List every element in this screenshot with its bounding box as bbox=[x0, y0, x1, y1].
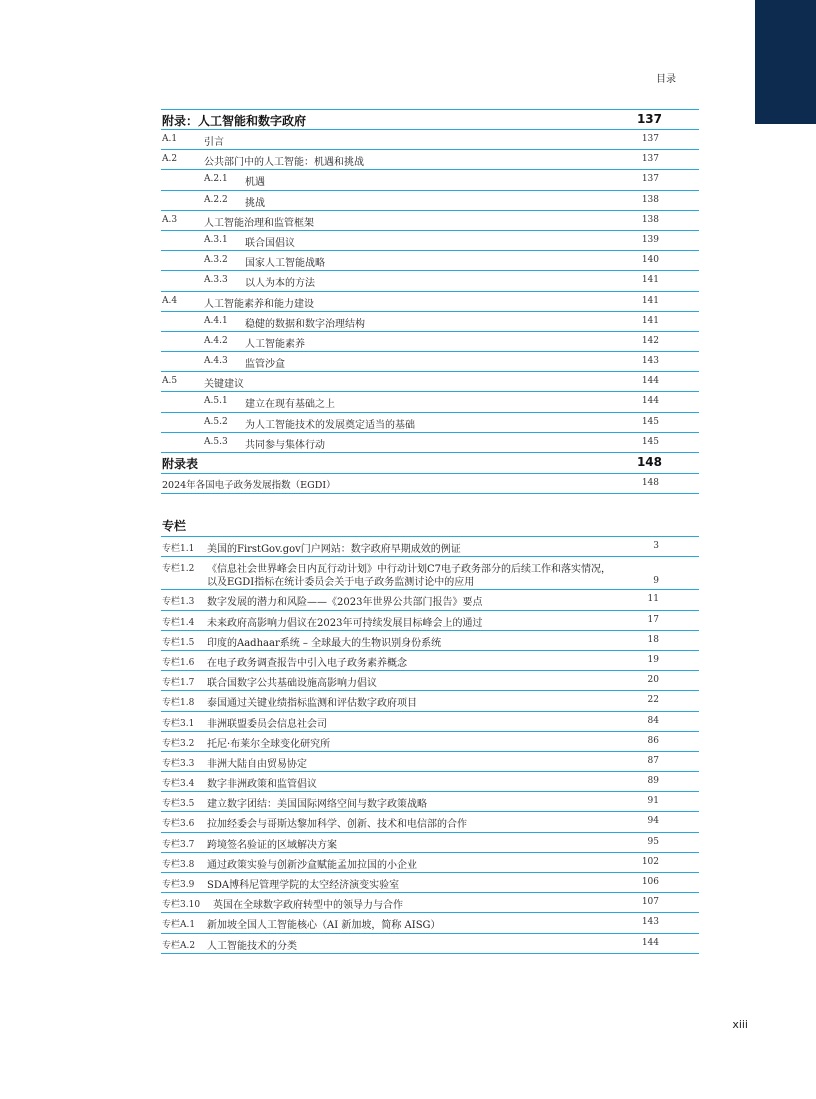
box-entry[interactable] bbox=[161, 537, 699, 557]
entry-page: 137 bbox=[641, 154, 659, 165]
box-title: 数字非洲政策和监管倡议 bbox=[207, 779, 317, 791]
box-page: 20 bbox=[647, 675, 659, 686]
box-title: 拉加经委会与哥斯达黎加科学、创新、技术和电信部的合作 bbox=[207, 819, 467, 831]
box-number: 专栏1.3 bbox=[162, 597, 195, 608]
box-number: 专栏1.7 bbox=[162, 678, 195, 689]
toc-entry[interactable] bbox=[161, 352, 699, 372]
box-entry[interactable] bbox=[161, 893, 699, 913]
box-page: 17 bbox=[647, 614, 659, 625]
entry-page: 141 bbox=[641, 275, 659, 286]
box-page: 11 bbox=[647, 594, 659, 605]
box-entry[interactable] bbox=[161, 853, 699, 873]
box-number: 专栏3.9 bbox=[162, 880, 195, 890]
spacer bbox=[161, 494, 699, 515]
entry-title: 稳健的数据和数字治理结构 bbox=[245, 318, 365, 330]
box-title: 《信息社会世界峰会日内瓦行动计划》中行动计划C7电子政务部分的后续工作和落实情况， bbox=[207, 564, 612, 576]
box-title: 非洲大陆自由贸易协定 bbox=[207, 758, 307, 770]
toc-entry[interactable] bbox=[161, 130, 699, 150]
box-number: 专栏3.1 bbox=[162, 718, 195, 729]
box-number: 专栏1.2 bbox=[162, 564, 195, 575]
box-title: 联合国数字公共基础设施高影响力倡议 bbox=[207, 678, 377, 690]
box-entry[interactable] bbox=[161, 691, 699, 711]
box-number: 专栏A.2 bbox=[162, 940, 196, 951]
toc-entry[interactable] bbox=[161, 231, 699, 251]
box-title: 通过政策实验与创新沙盒赋能孟加拉国的小企业 bbox=[207, 859, 417, 871]
box-title: 人工智能技术的分类 bbox=[207, 940, 297, 952]
entry-page: 141 bbox=[641, 295, 659, 306]
entry-number: A.3.1 bbox=[204, 234, 228, 245]
entry-title: 挑战 bbox=[245, 197, 265, 209]
toc-section-annex-tables[interactable] bbox=[161, 453, 699, 474]
box-number: 专栏1.6 bbox=[162, 657, 195, 668]
entry-title: 监管沙盒 bbox=[245, 359, 285, 371]
toc-entry[interactable] bbox=[161, 332, 699, 352]
box-page: 86 bbox=[647, 735, 659, 746]
entry-number: A.4.1 bbox=[204, 315, 228, 326]
entry-title: 人工智能素养 bbox=[245, 338, 305, 350]
box-entry[interactable] bbox=[161, 631, 699, 651]
box-entry[interactable] bbox=[161, 833, 699, 853]
entry-number: A.3 bbox=[162, 214, 178, 225]
entry-title: 为人工智能技术的发展奠定适当的基础 bbox=[245, 419, 415, 431]
box-page: 19 bbox=[647, 654, 659, 665]
entry-title: 引言 bbox=[204, 137, 224, 148]
box-title: 跨境签名验证的区域解决方案 bbox=[207, 839, 337, 851]
toc-entry[interactable] bbox=[161, 433, 699, 453]
toc-entry[interactable] bbox=[161, 170, 699, 190]
box-title: 美国的FirstGov.gov门户网站：数字政府早期成效的例证 bbox=[207, 544, 461, 556]
entry-page: 144 bbox=[641, 376, 659, 387]
toc-entry[interactable] bbox=[161, 150, 699, 170]
box-entry[interactable] bbox=[161, 590, 699, 610]
box-entry[interactable] bbox=[161, 772, 699, 792]
box-page: 94 bbox=[647, 816, 659, 827]
box-entry[interactable] bbox=[161, 651, 699, 671]
box-title-continued: 以及EGDI指标在统计委员会关于电子政务监测讨论中的应用 bbox=[207, 577, 475, 589]
entry-page: 138 bbox=[641, 194, 659, 205]
entry-page: 145 bbox=[641, 436, 659, 447]
running-header: 目录 bbox=[656, 74, 676, 85]
box-entry[interactable] bbox=[161, 752, 699, 772]
entry-number: A.5.3 bbox=[204, 436, 228, 447]
section-page: 137 bbox=[636, 112, 662, 126]
box-page: 102 bbox=[641, 856, 659, 867]
entry-title: 以人为本的方法 bbox=[245, 278, 315, 290]
toc-entry[interactable] bbox=[161, 312, 699, 332]
box-number: 专栏3.10 bbox=[162, 900, 201, 911]
box-page: 22 bbox=[647, 695, 659, 706]
entry-page: 148 bbox=[641, 478, 659, 488]
box-number: 专栏1.8 bbox=[162, 698, 195, 709]
entry-number: A.5.2 bbox=[204, 416, 228, 427]
entry-title: 人工智能治理和监管框架 bbox=[204, 217, 314, 229]
box-entry[interactable] bbox=[161, 873, 699, 893]
entry-page: 140 bbox=[641, 255, 659, 266]
toc-entry[interactable] bbox=[161, 251, 699, 271]
box-page: 144 bbox=[641, 937, 659, 948]
toc-entry[interactable] bbox=[161, 392, 699, 412]
box-number: 专栏3.3 bbox=[162, 758, 195, 769]
box-number: 专栏1.5 bbox=[162, 637, 195, 648]
box-page: 84 bbox=[647, 715, 659, 726]
entry-number: A.4 bbox=[162, 295, 178, 306]
box-title: 数字发展的潜力和风险——《2023年世界公共部门报告》要点 bbox=[207, 597, 483, 609]
entry-title: 共同参与集体行动 bbox=[245, 439, 325, 451]
table-of-contents bbox=[161, 109, 699, 954]
toc-section-boxes bbox=[161, 515, 699, 537]
box-number: 专栏3.4 bbox=[162, 779, 195, 790]
toc-entry[interactable] bbox=[161, 271, 699, 291]
entry-page: 139 bbox=[641, 234, 659, 245]
page-number: xiii bbox=[732, 1018, 748, 1031]
toc-entry[interactable] bbox=[161, 191, 699, 211]
toc-section-annex[interactable] bbox=[161, 109, 699, 130]
section-title: 专栏 bbox=[162, 519, 187, 534]
box-number: 专栏3.2 bbox=[162, 738, 195, 749]
box-title: 未来政府高影响力倡议在2023年可持续发展目标峰会上的通过 bbox=[207, 617, 483, 629]
entry-title: 2024年各国电子政务发展指数（EGDI） bbox=[162, 480, 336, 491]
box-number: 专栏3.7 bbox=[162, 839, 195, 850]
corner-tab bbox=[755, 0, 816, 124]
box-page: 107 bbox=[641, 897, 659, 908]
box-page: 87 bbox=[647, 755, 659, 766]
box-entry[interactable] bbox=[161, 792, 699, 812]
toc-entry[interactable] bbox=[161, 211, 699, 231]
box-entry[interactable] bbox=[161, 913, 699, 933]
box-page: 89 bbox=[647, 776, 659, 787]
box-title: 英国在全球数字政府转型中的领导力与合作 bbox=[213, 900, 403, 912]
box-page: 106 bbox=[641, 877, 659, 887]
box-title: 印度的Aadhaar系统 – 全球最大的生物识别身份系统 bbox=[207, 637, 442, 649]
box-entry[interactable] bbox=[161, 712, 699, 732]
box-title: 建立数字团结：美国国际网络空间与数字政策战略 bbox=[207, 799, 427, 811]
entry-page: 141 bbox=[641, 315, 659, 326]
box-title: SDA博科尼管理学院的太空经济演变实验室 bbox=[207, 880, 400, 891]
box-page: 18 bbox=[647, 634, 659, 645]
entry-number: A.2.2 bbox=[204, 194, 228, 205]
box-title: 泰国通过关键业绩指标监测和评估数字政府项目 bbox=[207, 698, 417, 710]
entry-number: A.3.2 bbox=[204, 255, 228, 266]
box-page: 95 bbox=[647, 836, 659, 847]
entry-title: 人工智能素养和能力建设 bbox=[204, 298, 314, 310]
box-entry[interactable] bbox=[161, 557, 699, 590]
box-entry[interactable] bbox=[161, 671, 699, 691]
entry-page: 137 bbox=[641, 174, 659, 185]
box-number: 专栏3.8 bbox=[162, 859, 195, 870]
entry-page: 143 bbox=[641, 356, 659, 367]
entry-number: A.5 bbox=[162, 376, 178, 387]
box-number: 专栏1.1 bbox=[162, 544, 195, 555]
entry-page: 144 bbox=[641, 396, 659, 407]
box-entry[interactable] bbox=[161, 732, 699, 752]
entry-number: A.2 bbox=[162, 154, 178, 165]
box-page: 143 bbox=[641, 917, 659, 928]
toc-entry[interactable] bbox=[161, 372, 699, 392]
entry-title: 建立在现有基础之上 bbox=[245, 399, 335, 411]
box-title: 托尼·布莱尔全球变化研究所 bbox=[207, 738, 331, 750]
entry-title: 关键建议 bbox=[204, 379, 244, 391]
box-number: 专栏A.1 bbox=[162, 920, 196, 931]
entry-title: 联合国倡议 bbox=[245, 237, 295, 249]
box-entry[interactable] bbox=[161, 611, 699, 631]
section-title: 附录：人工智能和数字政府 bbox=[162, 114, 307, 128]
box-page: 3 bbox=[653, 541, 659, 552]
entry-page: 145 bbox=[641, 416, 659, 427]
entry-page: 137 bbox=[641, 134, 659, 144]
entry-title: 公共部门中的人工智能：机遇和挑战 bbox=[204, 157, 364, 169]
entry-page: 138 bbox=[641, 214, 659, 225]
entry-number: A.5.1 bbox=[204, 396, 228, 407]
box-title: 新加坡全国人工智能核心（AI 新加坡，简称 AISG） bbox=[207, 920, 441, 932]
toc-entry[interactable] bbox=[161, 292, 699, 312]
box-number: 专栏3.5 bbox=[162, 799, 195, 810]
entry-title: 机遇 bbox=[245, 177, 265, 189]
entry-page: 142 bbox=[641, 335, 659, 346]
entry-number: A.1 bbox=[162, 134, 178, 144]
box-number: 专栏3.6 bbox=[162, 819, 195, 830]
entry-title: 国家人工智能战略 bbox=[245, 258, 325, 270]
box-title: 非洲联盟委员会信息社会司 bbox=[207, 718, 327, 730]
box-number: 专栏1.4 bbox=[162, 617, 195, 628]
box-title: 在电子政务调查报告中引入电子政务素养概念 bbox=[207, 657, 407, 669]
section-title: 附录表 bbox=[162, 457, 199, 471]
box-page: 91 bbox=[647, 796, 659, 807]
toc-entry[interactable] bbox=[161, 413, 699, 433]
entry-number: A.4.2 bbox=[204, 335, 228, 346]
entry-number: A.3.3 bbox=[204, 275, 228, 286]
box-page: 9 bbox=[653, 576, 659, 587]
box-entry[interactable] bbox=[161, 934, 699, 954]
toc-entry[interactable] bbox=[161, 474, 699, 494]
entry-number: A.4.3 bbox=[204, 356, 228, 367]
box-entry[interactable] bbox=[161, 812, 699, 832]
section-page: 148 bbox=[636, 455, 662, 469]
entry-number: A.2.1 bbox=[204, 174, 228, 185]
